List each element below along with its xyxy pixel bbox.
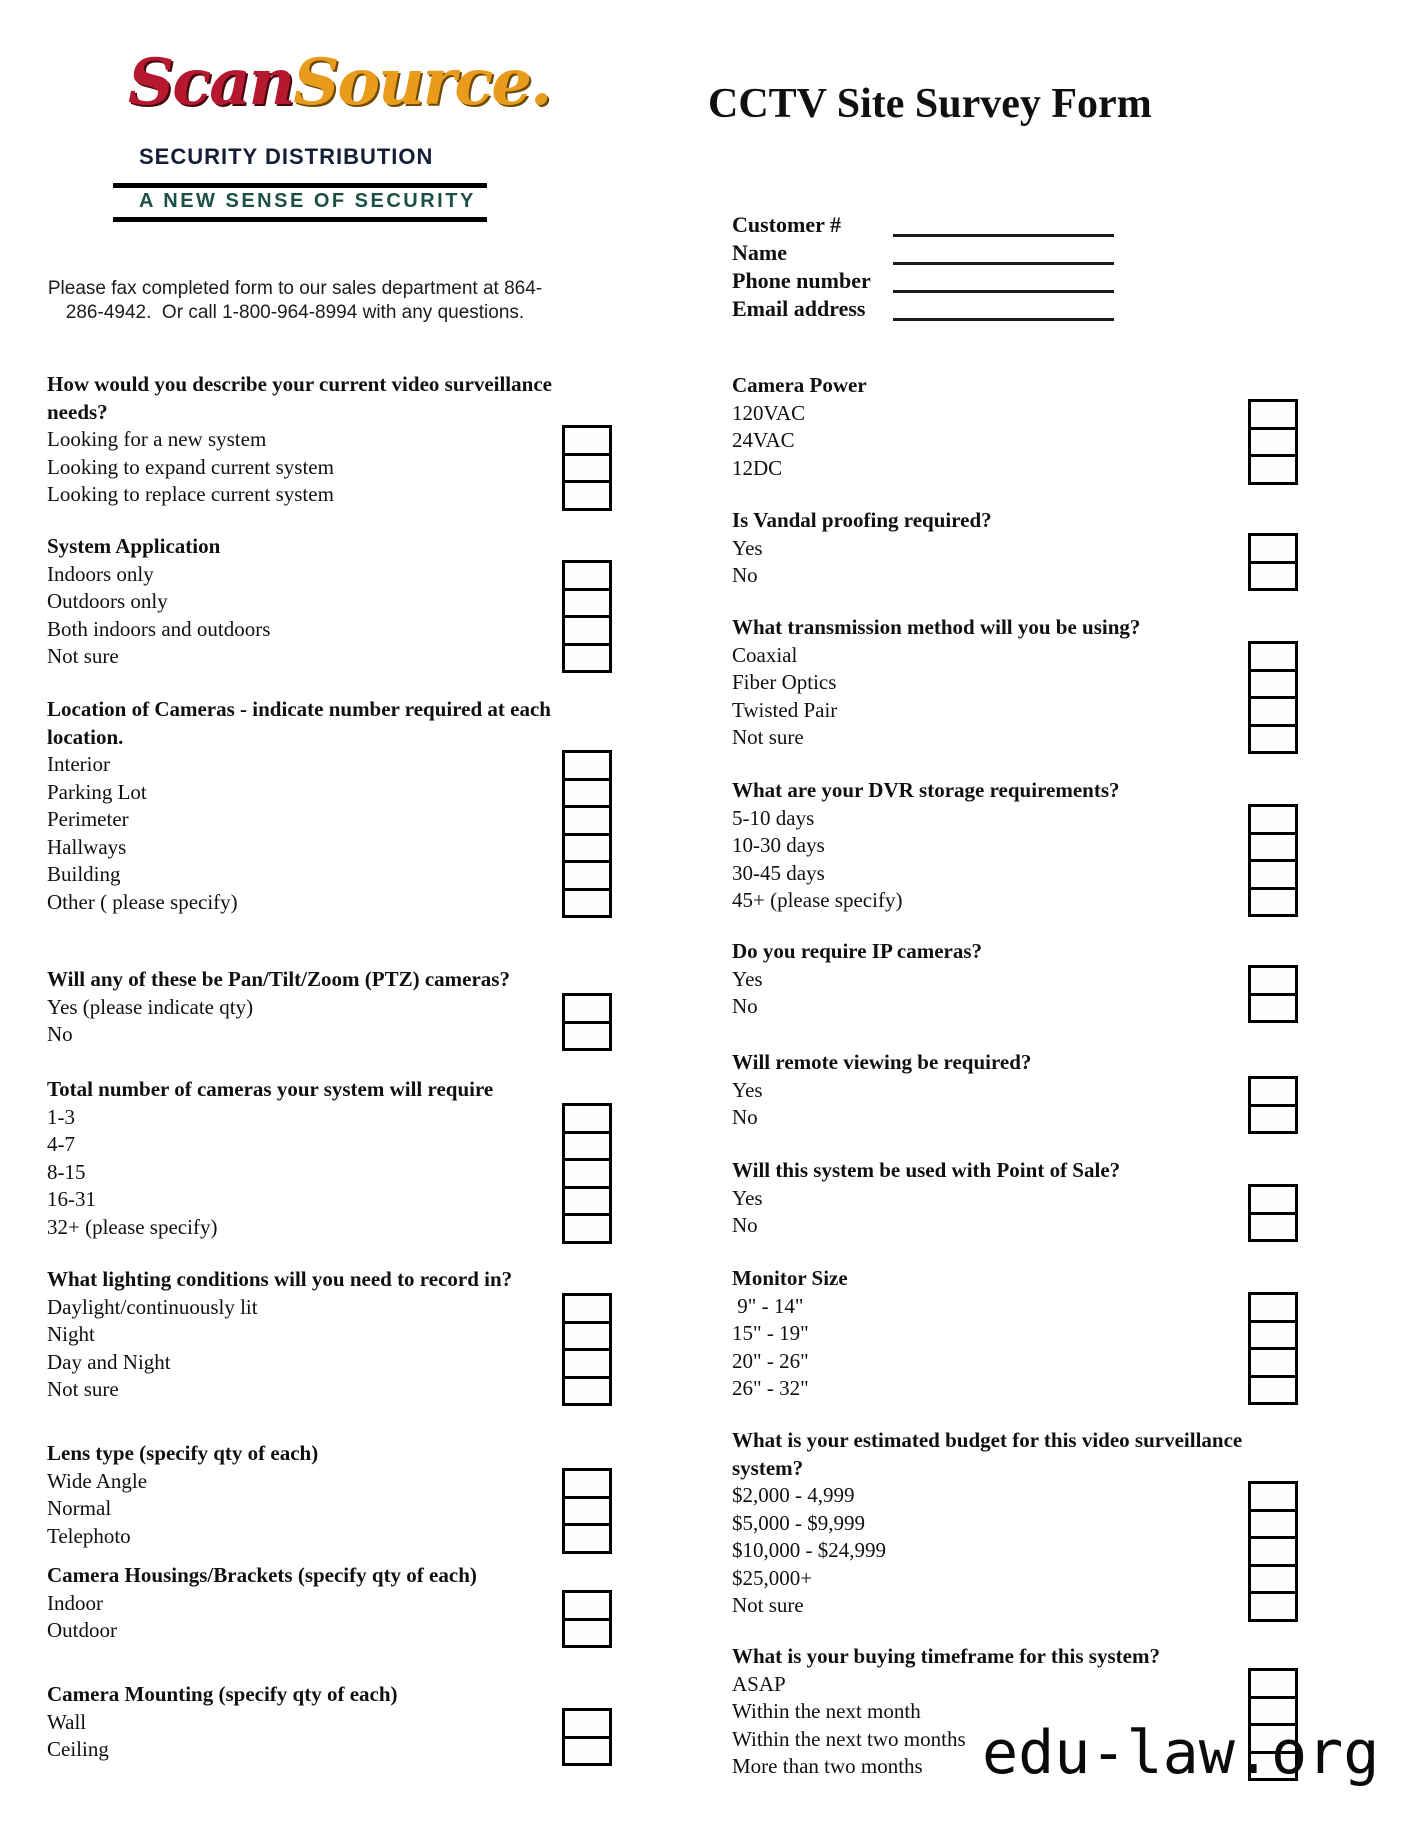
checkbox-lens-type-option-2[interactable] bbox=[565, 1526, 609, 1551]
checkbox-system-application-option-2[interactable] bbox=[565, 618, 609, 646]
checkbox-transmission-method-option-0[interactable] bbox=[1251, 644, 1295, 672]
option-label-system-application-0: Indoors only bbox=[47, 561, 154, 586]
option-label-estimated-budget-2: $10,000 - $24,999 bbox=[732, 1538, 886, 1562]
option-label-camera-locations-0: Interior bbox=[47, 752, 110, 776]
fax-note-line-2: 286-4942. Or call 1-800-964-8994 with any questions. bbox=[65, 302, 525, 323]
checkbox-current-needs-option-0[interactable] bbox=[565, 428, 609, 456]
option-label-current-needs-1: Looking to expand current system bbox=[47, 454, 334, 479]
checkbox-ptz-cameras-option-1[interactable] bbox=[565, 1024, 609, 1049]
question-heading-estimated-budget: system? bbox=[732, 1455, 804, 1480]
checkbox-camera-housings-option-0[interactable] bbox=[565, 1593, 609, 1621]
option-label-ip-cameras-1: No bbox=[732, 994, 758, 1018]
question-section-camera-housings bbox=[47, 1562, 477, 1645]
option-label-lens-type-1: Normal bbox=[47, 1496, 112, 1520]
question-heading-camera-mounting: Camera Mounting (specify qty of each) bbox=[47, 1682, 398, 1706]
question-heading-buying-timeframe: What is your buying timeframe for this system? bbox=[732, 1644, 1160, 1668]
question-heading-estimated-budget: What is your estimated budget for this video surveillance bbox=[732, 1428, 1243, 1452]
customer-name-label: Name bbox=[732, 240, 787, 265]
question-section-camera-locations bbox=[47, 696, 551, 916]
checkbox-stack-ip-cameras bbox=[1248, 965, 1298, 1023]
checkbox-stack-point-of-sale bbox=[1248, 1184, 1298, 1242]
option-label-dvr-storage-0: 5-10 days bbox=[732, 805, 815, 830]
checkbox-camera-locations-option-0[interactable] bbox=[565, 753, 609, 781]
question-section-estimated-budget bbox=[732, 1427, 1242, 1620]
option-label-ptz-cameras-1: No bbox=[47, 1022, 73, 1046]
option-label-current-needs-0: Looking for a new system bbox=[47, 427, 267, 451]
customer-phone-input-line[interactable] bbox=[893, 268, 1114, 293]
checkbox-ip-cameras-option-1[interactable] bbox=[1251, 996, 1295, 1021]
option-label-camera-locations-4: Building bbox=[47, 862, 121, 886]
logo-subtitle: SECURITY DISTRIBUTION bbox=[139, 144, 434, 169]
customer-email-label: Email address bbox=[732, 296, 866, 321]
option-label-transmission-method-2: Twisted Pair bbox=[732, 697, 838, 722]
checkbox-camera-count-option-0[interactable] bbox=[565, 1106, 609, 1134]
customer-number-input-line[interactable] bbox=[893, 212, 1114, 237]
checkbox-ptz-cameras-option-0[interactable] bbox=[565, 996, 609, 1024]
checkbox-stack-lighting-conditions bbox=[562, 1293, 612, 1406]
option-label-dvr-storage-1: 10-30 days bbox=[732, 833, 825, 857]
checkbox-stack-camera-housings bbox=[562, 1590, 612, 1648]
question-heading-ip-cameras: Do you require IP cameras? bbox=[732, 939, 983, 963]
question-section-camera-mounting bbox=[47, 1681, 398, 1764]
question-section-lens-type bbox=[47, 1440, 318, 1550]
logo-source-text: Source. bbox=[293, 45, 551, 120]
option-label-camera-power-0: 120VAC bbox=[732, 400, 806, 425]
customer-phone-row bbox=[732, 268, 1152, 296]
checkbox-stack-vandal-proofing bbox=[1248, 533, 1298, 591]
checkbox-system-application-option-3[interactable] bbox=[565, 646, 609, 671]
logo-divider-bottom bbox=[113, 217, 487, 222]
checkbox-ip-cameras-option-0[interactable] bbox=[1251, 968, 1295, 996]
checkbox-remote-viewing-option-0[interactable] bbox=[1251, 1079, 1295, 1107]
option-label-dvr-storage-2: 30-45 days bbox=[732, 860, 825, 885]
checkbox-transmission-method-option-1[interactable] bbox=[1251, 672, 1295, 700]
checkbox-stack-camera-locations bbox=[562, 750, 612, 918]
question-heading-point-of-sale: Will this system be used with Point of Sale? bbox=[732, 1158, 1121, 1182]
question-section-lighting-conditions bbox=[47, 1266, 512, 1404]
option-label-remote-viewing-0: Yes bbox=[732, 1077, 763, 1102]
option-label-lens-type-0: Wide Angle bbox=[47, 1468, 148, 1493]
option-label-current-needs-2: Looking to replace current system bbox=[47, 482, 334, 506]
checkbox-current-needs-option-1[interactable] bbox=[565, 456, 609, 484]
checkbox-stack-lens-type bbox=[562, 1468, 612, 1554]
question-heading-transmission-method: What transmission method will you be using? bbox=[732, 615, 1141, 639]
option-label-system-application-1: Outdoors only bbox=[47, 589, 168, 613]
question-heading-camera-locations: Location of Cameras - indicate number required at each bbox=[47, 697, 551, 721]
option-label-lighting-conditions-1: Night bbox=[47, 1322, 95, 1346]
checkbox-stack-camera-mounting bbox=[562, 1708, 612, 1766]
option-label-point-of-sale-0: Yes bbox=[732, 1185, 763, 1210]
option-label-camera-locations-2: Perimeter bbox=[47, 807, 129, 831]
option-label-camera-mounting-1: Ceiling bbox=[47, 1737, 109, 1761]
question-heading-lighting-conditions: What lighting conditions will you need to record in? bbox=[47, 1267, 513, 1291]
checkbox-stack-ptz-cameras bbox=[562, 993, 612, 1051]
customer-email-input-line[interactable] bbox=[893, 296, 1114, 321]
page-title: CCTV Site Survey Form bbox=[708, 81, 1152, 127]
checkbox-lens-type-option-1[interactable] bbox=[565, 1499, 609, 1527]
checkbox-estimated-budget-option-2[interactable] bbox=[1251, 1539, 1295, 1567]
checkbox-buying-timeframe-option-0[interactable] bbox=[1251, 1671, 1295, 1699]
checkbox-lighting-conditions-option-0[interactable] bbox=[565, 1296, 609, 1324]
checkbox-stack-system-application bbox=[562, 560, 612, 673]
checkbox-lighting-conditions-option-2[interactable] bbox=[565, 1351, 609, 1379]
option-label-transmission-method-1: Fiber Optics bbox=[732, 670, 837, 694]
customer-name-input-line[interactable] bbox=[893, 240, 1114, 265]
option-label-monitor-size-0: 9" - 14" bbox=[732, 1293, 804, 1318]
checkbox-camera-count-option-3[interactable] bbox=[565, 1189, 609, 1217]
checkbox-camera-mounting-option-1[interactable] bbox=[565, 1739, 609, 1764]
option-label-camera-housings-1: Outdoor bbox=[47, 1618, 117, 1642]
scansource-logo-wordmark bbox=[128, 45, 551, 120]
question-section-camera-count bbox=[47, 1076, 493, 1241]
checkbox-monitor-size-option-3[interactable] bbox=[1251, 1378, 1295, 1403]
option-label-camera-count-3: 16-31 bbox=[47, 1187, 96, 1211]
option-label-camera-count-4: 32+ (please specify) bbox=[47, 1214, 218, 1239]
checkbox-estimated-budget-option-3[interactable] bbox=[1251, 1567, 1295, 1595]
checkbox-current-needs-option-2[interactable] bbox=[565, 483, 609, 508]
question-heading-camera-count: Total number of cameras your system will require bbox=[47, 1077, 494, 1101]
customer-number-row bbox=[732, 212, 1152, 240]
question-section-ip-cameras bbox=[732, 938, 982, 1021]
checkbox-monitor-size-option-2[interactable] bbox=[1251, 1350, 1295, 1378]
question-heading-system-application: System Application bbox=[47, 534, 221, 558]
logo-divider-top bbox=[113, 183, 487, 188]
checkbox-transmission-method-option-3[interactable] bbox=[1251, 727, 1295, 752]
checkbox-camera-power-option-1[interactable] bbox=[1251, 430, 1295, 458]
option-label-estimated-budget-1: $5,000 - $9,999 bbox=[732, 1510, 865, 1535]
question-section-camera-power bbox=[732, 372, 867, 482]
checkbox-system-application-option-0[interactable] bbox=[565, 563, 609, 591]
checkbox-transmission-method-option-2[interactable] bbox=[1251, 699, 1295, 727]
question-section-ptz-cameras bbox=[47, 966, 510, 1049]
checkbox-camera-count-option-2[interactable] bbox=[565, 1161, 609, 1189]
question-heading-lens-type: Lens type (specify qty of each) bbox=[47, 1441, 319, 1465]
checkbox-dvr-storage-option-2[interactable] bbox=[1251, 862, 1295, 890]
option-label-monitor-size-2: 20" - 26" bbox=[732, 1348, 809, 1373]
checkbox-camera-count-option-1[interactable] bbox=[565, 1134, 609, 1162]
checkbox-stack-dvr-storage bbox=[1248, 804, 1298, 917]
question-heading-monitor-size: Monitor Size bbox=[732, 1266, 848, 1290]
option-label-buying-timeframe-0: ASAP bbox=[732, 1671, 786, 1696]
checkbox-dvr-storage-option-1[interactable] bbox=[1251, 835, 1295, 863]
question-section-monitor-size bbox=[732, 1265, 848, 1403]
option-label-lighting-conditions-3: Not sure bbox=[47, 1377, 119, 1401]
checkbox-camera-power-option-2[interactable] bbox=[1251, 457, 1295, 482]
question-heading-camera-locations: location. bbox=[47, 724, 124, 749]
checkbox-stack-camera-power bbox=[1248, 399, 1298, 485]
question-heading-dvr-storage: What are your DVR storage requirements? bbox=[732, 778, 1120, 802]
option-label-lighting-conditions-0: Daylight/continuously lit bbox=[47, 1294, 258, 1319]
checkbox-camera-locations-option-4[interactable] bbox=[565, 863, 609, 891]
checkbox-stack-current-needs bbox=[562, 425, 612, 511]
customer-number-label: Customer # bbox=[732, 212, 841, 237]
option-label-vandal-proofing-1: No bbox=[732, 563, 758, 587]
option-label-buying-timeframe-2: Within the next two months bbox=[732, 1726, 966, 1751]
checkbox-monitor-size-option-1[interactable] bbox=[1251, 1323, 1295, 1351]
checkbox-point-of-sale-option-0[interactable] bbox=[1251, 1187, 1295, 1215]
checkbox-stack-transmission-method bbox=[1248, 641, 1298, 754]
checkbox-camera-locations-option-3[interactable] bbox=[565, 836, 609, 864]
option-label-lighting-conditions-2: Day and Night bbox=[47, 1349, 171, 1374]
option-label-system-application-2: Both indoors and outdoors bbox=[47, 616, 271, 641]
option-label-estimated-budget-4: Not sure bbox=[732, 1593, 804, 1617]
checkbox-stack-monitor-size bbox=[1248, 1292, 1298, 1405]
option-label-monitor-size-1: 15" - 19" bbox=[732, 1321, 809, 1345]
checkbox-stack-estimated-budget bbox=[1248, 1481, 1298, 1622]
option-label-camera-locations-1: Parking Lot bbox=[47, 779, 147, 804]
question-section-point-of-sale bbox=[732, 1157, 1120, 1240]
checkbox-camera-locations-option-5[interactable] bbox=[565, 891, 609, 916]
checkbox-camera-power-option-0[interactable] bbox=[1251, 402, 1295, 430]
question-heading-current-needs: How would you describe your current video surveillance bbox=[47, 372, 552, 396]
option-label-camera-mounting-0: Wall bbox=[47, 1709, 87, 1734]
customer-phone-label: Phone number bbox=[732, 268, 871, 293]
checkbox-stack-camera-count bbox=[562, 1103, 612, 1244]
option-label-camera-count-0: 1-3 bbox=[47, 1104, 75, 1129]
option-label-monitor-size-3: 26" - 32" bbox=[732, 1376, 809, 1400]
option-label-estimated-budget-3: $25,000+ bbox=[732, 1565, 813, 1590]
checkbox-camera-housings-option-1[interactable] bbox=[565, 1621, 609, 1646]
question-section-current-needs bbox=[47, 371, 552, 509]
question-heading-ptz-cameras: Will any of these be Pan/Tilt/Zoom (PTZ) cameras? bbox=[47, 967, 510, 991]
option-label-ip-cameras-0: Yes bbox=[732, 966, 763, 991]
checkbox-vandal-proofing-option-0[interactable] bbox=[1251, 536, 1295, 564]
question-section-remote-viewing bbox=[732, 1049, 1031, 1132]
option-label-camera-housings-0: Indoor bbox=[47, 1590, 103, 1615]
option-label-camera-power-1: 24VAC bbox=[732, 428, 795, 452]
option-label-buying-timeframe-1: Within the next month bbox=[732, 1699, 921, 1723]
checkbox-camera-count-option-4[interactable] bbox=[565, 1216, 609, 1241]
question-heading-remote-viewing: Will remote viewing be required? bbox=[732, 1050, 1032, 1074]
question-heading-vandal-proofing: Is Vandal proofing required? bbox=[732, 508, 992, 532]
checkbox-vandal-proofing-option-1[interactable] bbox=[1251, 564, 1295, 589]
checkbox-lighting-conditions-option-3[interactable] bbox=[565, 1379, 609, 1404]
option-label-transmission-method-3: Not sure bbox=[732, 725, 804, 749]
checkbox-system-application-option-1[interactable] bbox=[565, 591, 609, 619]
option-label-camera-power-2: 12DC bbox=[732, 455, 783, 480]
option-label-camera-count-2: 8-15 bbox=[47, 1159, 86, 1184]
option-label-ptz-cameras-0: Yes (please indicate qty) bbox=[47, 994, 254, 1019]
question-section-transmission-method bbox=[732, 614, 1140, 752]
option-label-lens-type-2: Telephoto bbox=[47, 1523, 131, 1548]
checkbox-point-of-sale-option-1[interactable] bbox=[1251, 1215, 1295, 1240]
option-label-system-application-3: Not sure bbox=[47, 644, 119, 668]
customer-email-row bbox=[732, 296, 1152, 324]
checkbox-monitor-size-option-0[interactable] bbox=[1251, 1295, 1295, 1323]
option-label-camera-locations-3: Hallways bbox=[47, 834, 127, 859]
checkbox-estimated-budget-option-4[interactable] bbox=[1251, 1594, 1295, 1619]
option-label-transmission-method-0: Coaxial bbox=[732, 642, 798, 667]
option-label-point-of-sale-1: No bbox=[732, 1213, 758, 1237]
checkbox-estimated-budget-option-0[interactable] bbox=[1251, 1484, 1295, 1512]
checkbox-camera-mounting-option-0[interactable] bbox=[565, 1711, 609, 1739]
watermark: edu-law.org bbox=[982, 1718, 1380, 1788]
question-section-system-application bbox=[47, 533, 270, 671]
checkbox-estimated-budget-option-1[interactable] bbox=[1251, 1512, 1295, 1540]
checkbox-dvr-storage-option-0[interactable] bbox=[1251, 807, 1295, 835]
question-heading-current-needs: needs? bbox=[47, 399, 108, 424]
fax-note-line-1: Please fax completed form to our sales department at 864- bbox=[47, 278, 543, 299]
checkbox-lighting-conditions-option-1[interactable] bbox=[565, 1324, 609, 1352]
question-section-vandal-proofing bbox=[732, 507, 992, 590]
option-label-estimated-budget-0: $2,000 - 4,999 bbox=[732, 1483, 855, 1507]
option-label-dvr-storage-3: 45+ (please specify) bbox=[732, 888, 903, 912]
checkbox-remote-viewing-option-1[interactable] bbox=[1251, 1107, 1295, 1132]
option-label-camera-locations-5: Other ( please specify) bbox=[47, 889, 238, 914]
checkbox-camera-locations-option-2[interactable] bbox=[565, 808, 609, 836]
customer-name-row bbox=[732, 240, 1152, 268]
logo-scan-text: Scan bbox=[128, 45, 294, 120]
checkbox-dvr-storage-option-3[interactable] bbox=[1251, 890, 1295, 915]
option-label-vandal-proofing-0: Yes bbox=[732, 535, 763, 560]
option-label-camera-count-1: 4-7 bbox=[47, 1132, 75, 1156]
option-label-remote-viewing-1: No bbox=[732, 1105, 758, 1129]
option-label-buying-timeframe-3: More than two months bbox=[732, 1754, 923, 1778]
question-heading-camera-power: Camera Power bbox=[732, 373, 867, 397]
fax-note bbox=[45, 277, 545, 325]
checkbox-lens-type-option-0[interactable] bbox=[565, 1471, 609, 1499]
question-heading-camera-housings: Camera Housings/Brackets (specify qty of each) bbox=[47, 1563, 477, 1587]
logo-tagline: A NEW SENSE OF SECURITY bbox=[139, 190, 476, 212]
checkbox-camera-locations-option-1[interactable] bbox=[565, 781, 609, 809]
question-section-dvr-storage bbox=[732, 777, 1120, 915]
checkbox-stack-remote-viewing bbox=[1248, 1076, 1298, 1134]
